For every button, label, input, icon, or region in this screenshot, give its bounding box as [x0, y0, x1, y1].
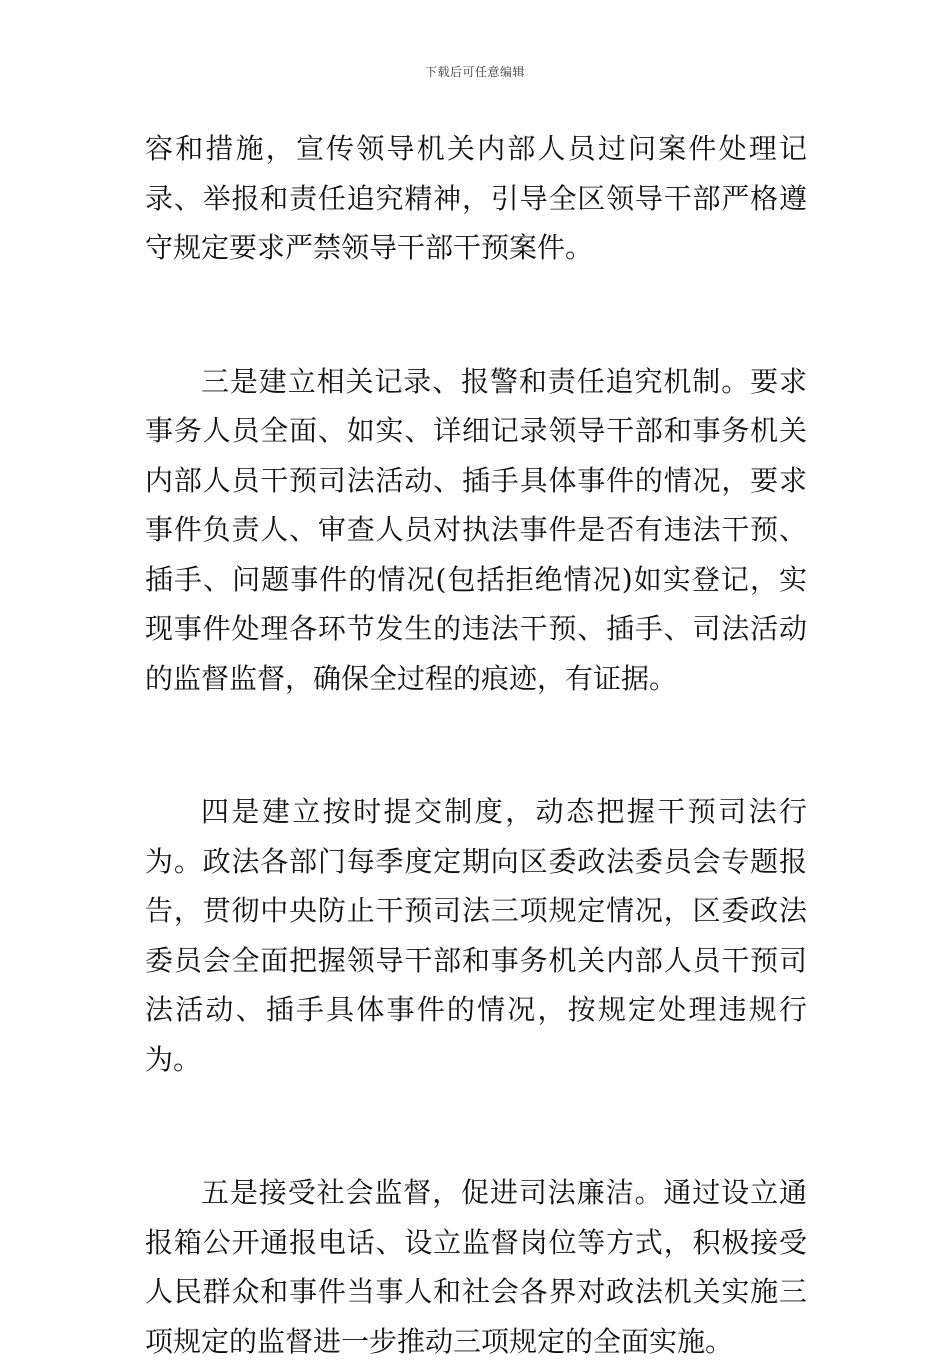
- paragraph-continuation: 容和措施，宣传领导机关内部人员过问案件处理记录、举报和责任追究精神，引导全区领导干部严格遵守规定要求严禁领导干部干预案件。: [145, 132, 807, 264]
- page-header: 下载后可任意编辑: [424, 65, 525, 79]
- paragraph-item-four: 四是建立按时提交制度，动态把握干预司法行为。政法各部门每季度定期向区委政法委员会专题报告，贯彻中央防止干预司法三项规定情况，区委政法委员会全面把握领导干部和事务机关内部人员干预司法活动、插手具体事件的情况，按规定处理违规行为。: [145, 795, 807, 1076]
- paragraph-item-five: 五是接受社会监督，促进司法廉洁。通过设立通报箱公开通报电话、设立监督岗位等方式，积极接受人民群众和事件当事人和社会各界对政法机关实施三项规定的监督进一步推动三项规定的全面实施。: [145, 1176, 807, 1358]
- document-body: [145, 124, 807, 1366]
- paragraph-item-three: 三是建立相关记录、报警和责任追究机制。要求事务人员全面、如实、详细记录领导干部和事务机关内部人员干预司法活动、插手具体事件的情况，要求事件负责人、审查人员对执法事件是否有违法干预、插手、问题事件的情况(包括拒绝情况)如实登记，实现事件处理各环节发生的违法干预、插手、司法活动的监督监督，确保全过程的痕迹，有证据。: [145, 364, 807, 695]
